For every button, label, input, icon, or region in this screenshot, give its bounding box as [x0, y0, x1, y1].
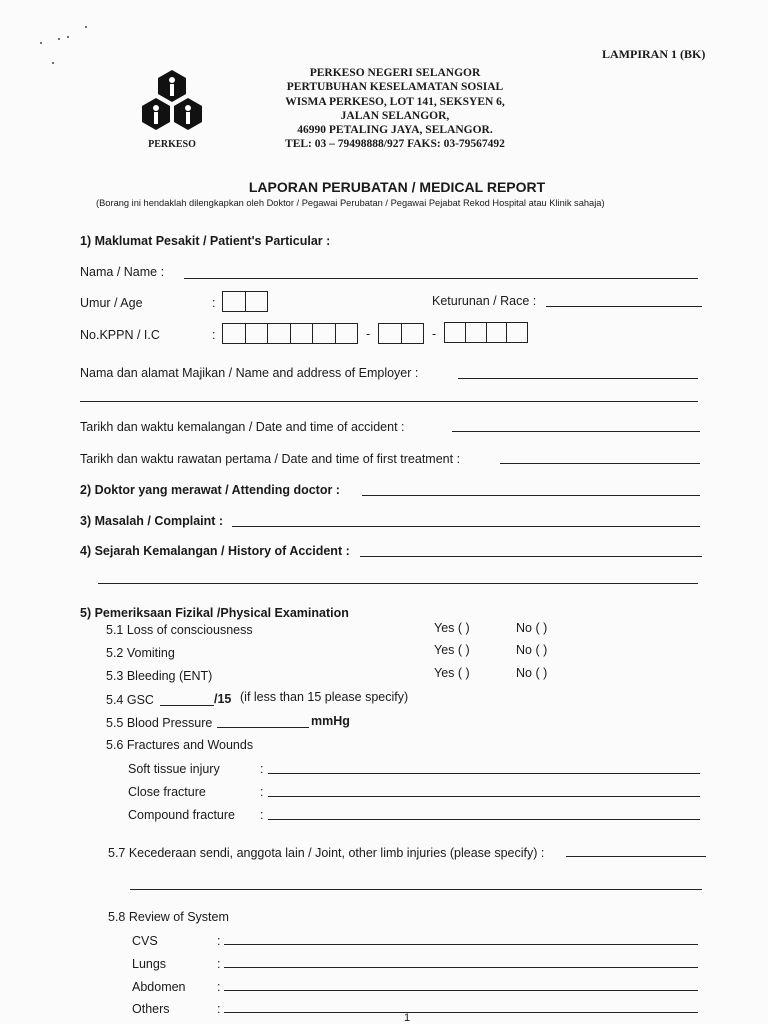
- close-fracture-field[interactable]: [268, 796, 700, 797]
- fracture-type-label: Soft tissue injury: [128, 762, 220, 776]
- others-field[interactable]: [224, 1012, 698, 1013]
- exam-item-label: 5.3 Bleeding (ENT): [106, 669, 213, 683]
- gsc-max: /15: [214, 692, 232, 706]
- ic-dash: -: [366, 327, 371, 341]
- system-label: Others: [132, 1002, 170, 1016]
- joint-injuries-field[interactable]: [566, 856, 706, 857]
- fracture-type-label: Close fracture: [128, 785, 206, 799]
- ic-label: No.KPPN / I.C: [80, 328, 160, 342]
- name-field[interactable]: [184, 278, 698, 279]
- address-line: WISMA PERKESO, LOT 141, SEKSYEN 6,: [285, 95, 505, 108]
- yes-checkbox[interactable]: Yes ( ): [434, 643, 470, 657]
- treatment-datetime-label: Tarikh dan waktu rawatan pertama / Date and time of first treatment :: [80, 452, 461, 466]
- colon: :: [217, 1002, 221, 1016]
- joint-injuries-field-line2[interactable]: [130, 889, 702, 890]
- age-label: Umur / Age: [80, 296, 143, 310]
- race-field[interactable]: [546, 306, 702, 307]
- bp-field[interactable]: [217, 727, 309, 728]
- ic-boxes-part2[interactable]: [378, 323, 424, 344]
- address-line: 46990 PETALING JAYA, SELANGOR.: [297, 124, 493, 137]
- ic-boxes-part1[interactable]: [222, 323, 358, 344]
- cvs-field[interactable]: [224, 944, 698, 945]
- system-label: Lungs: [132, 957, 167, 971]
- perkeso-logo: [140, 68, 204, 150]
- gsc-note: (if less than 15 please specify): [240, 690, 409, 704]
- no-checkbox[interactable]: No ( ): [516, 643, 548, 657]
- soft-tissue-field[interactable]: [268, 773, 700, 774]
- scan-speck: [58, 38, 60, 40]
- section-1-heading: 1) Maklumat Pesakit / Patient's Particular :: [80, 234, 331, 248]
- address-line: JALAN SELANGOR,: [340, 109, 450, 122]
- ic-dash: -: [432, 327, 437, 341]
- abdomen-field[interactable]: [224, 990, 698, 991]
- bp-label: 5.5 Blood Pressure: [106, 716, 213, 730]
- scan-speck: [40, 42, 42, 44]
- bp-unit: mmHg: [311, 714, 350, 728]
- gsc-label: 5.4 GSC: [106, 693, 154, 707]
- accident-history-field[interactable]: [360, 556, 702, 557]
- employer-label: Nama dan alamat Majikan / Name and address of Employer :: [80, 366, 419, 380]
- yes-checkbox[interactable]: Yes ( ): [434, 666, 470, 680]
- page-subtitle: (Borang ini hendaklah dilengkapkan oleh Doktor / Pegawai Perubatan / Pegawai Pejabat Rekod Hospital atau Klinik sahaja): [96, 198, 605, 208]
- age-boxes[interactable]: [222, 291, 268, 312]
- section-4-label: 4) Sejarah Kemalangan / History of Accident :: [80, 544, 350, 558]
- scan-speck: [85, 26, 87, 28]
- ic-colon: :: [212, 328, 216, 342]
- accident-datetime-field[interactable]: [452, 431, 700, 432]
- no-checkbox[interactable]: No ( ): [516, 666, 548, 680]
- system-label: Abdomen: [132, 980, 186, 994]
- address-line: PERKESO NEGERI SELANGOR: [309, 67, 481, 79]
- page-title: LAPORAN PERUBATAN / MEDICAL REPORT: [248, 179, 546, 195]
- colon: :: [217, 957, 221, 971]
- accident-datetime-label: Tarikh dan waktu kemalangan / Date and time of accident :: [80, 420, 405, 434]
- fractures-wounds-label: 5.6 Fractures and Wounds: [106, 738, 254, 752]
- address-block: [240, 66, 550, 152]
- treatment-datetime-field[interactable]: [500, 463, 700, 464]
- section-2-label: 2) Doktor yang merawat / Attending doctor :: [80, 483, 340, 497]
- scan-speck: [52, 62, 54, 64]
- no-checkbox[interactable]: No ( ): [516, 621, 548, 635]
- colon: :: [260, 808, 264, 822]
- colon: :: [217, 980, 221, 994]
- address-line: TEL: 03 – 79498888/927 FAKS: 03-79567492: [285, 138, 505, 151]
- exam-item-label: 5.1 Loss of consciousness: [106, 623, 253, 637]
- fracture-type-label: Compound fracture: [128, 808, 236, 822]
- system-label: CVS: [132, 934, 158, 948]
- annex-label: LAMPIRAN 1 (BK): [602, 47, 706, 61]
- age-colon: :: [212, 296, 216, 310]
- review-system-label: 5.8 Review of System: [108, 910, 229, 924]
- scan-speck: [67, 36, 69, 38]
- attending-doctor-field[interactable]: [362, 495, 700, 496]
- colon: :: [217, 934, 221, 948]
- colon: :: [260, 785, 264, 799]
- employer-field[interactable]: [458, 378, 698, 379]
- employer-field-line2[interactable]: [80, 401, 698, 402]
- yes-checkbox[interactable]: Yes ( ): [434, 621, 470, 635]
- gsc-field[interactable]: [160, 705, 214, 706]
- logo-text: PERKESO: [148, 139, 196, 150]
- compound-fracture-field[interactable]: [268, 819, 700, 820]
- section-5-heading: 5) Pemeriksaan Fizikal /Physical Examination: [80, 606, 349, 620]
- lungs-field[interactable]: [224, 967, 698, 968]
- page-number: 1: [404, 1012, 411, 1024]
- perkeso-logo-icon: [140, 68, 204, 136]
- ic-boxes-part3[interactable]: [444, 322, 528, 343]
- colon: :: [260, 762, 264, 776]
- name-label: Nama / Name :: [80, 265, 165, 279]
- accident-history-field-line2[interactable]: [98, 583, 698, 584]
- race-label: Keturunan / Race :: [432, 294, 537, 308]
- exam-item-label: 5.2 Vomiting: [106, 646, 175, 660]
- address-line: PERTUBUHAN KESELAMATAN SOSIAL: [286, 81, 504, 94]
- complaint-field[interactable]: [232, 526, 700, 527]
- section-3-label: 3) Masalah / Complaint :: [80, 514, 224, 528]
- joint-injuries-label: 5.7 Kecederaan sendi, anggota lain / Joint, other limb injuries (please specify) :: [108, 846, 545, 860]
